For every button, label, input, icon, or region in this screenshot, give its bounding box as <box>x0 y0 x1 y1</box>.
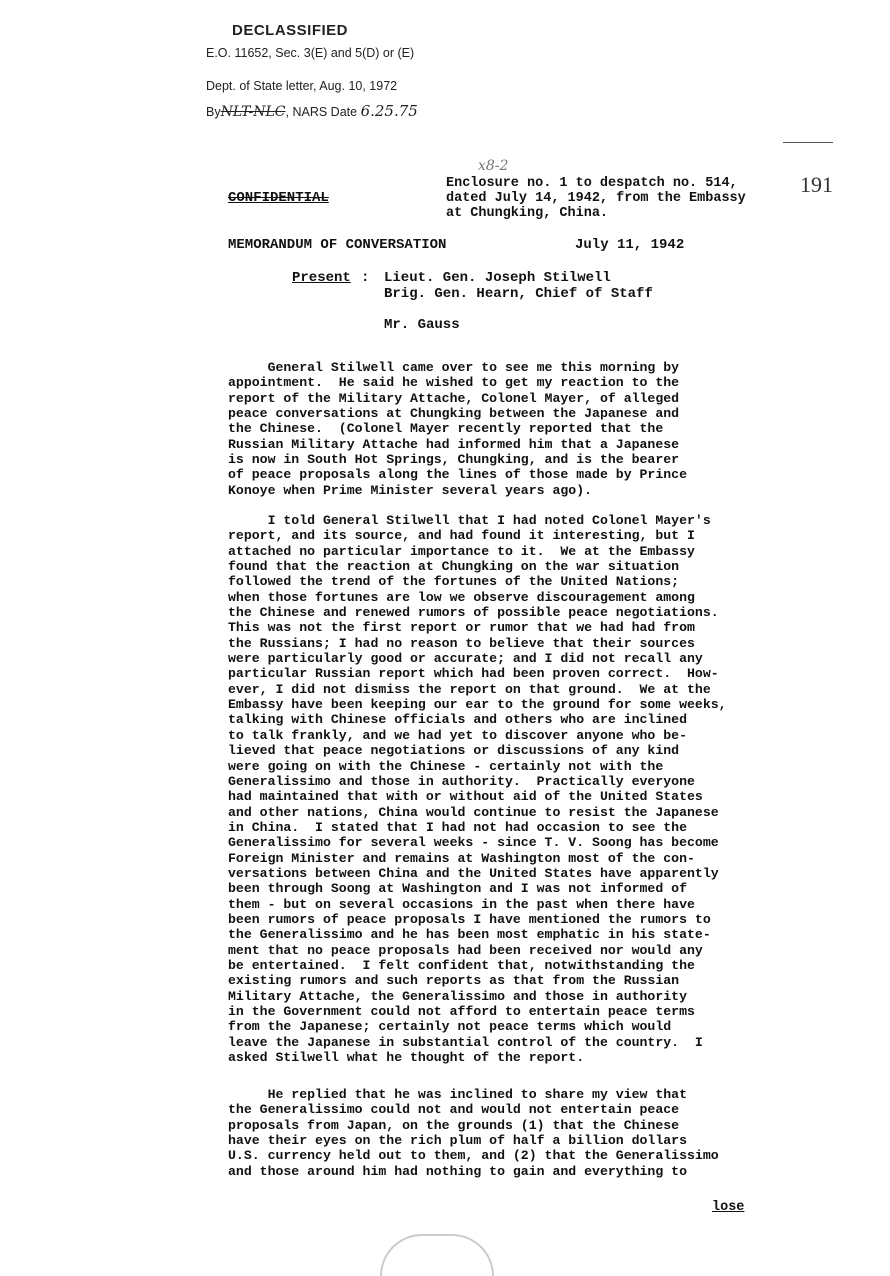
text-line: He replied that he was inclined to share my view that <box>228 1087 687 1102</box>
margin-rule <box>783 142 833 143</box>
text-line: of peace proposals along the lines of those made by Prince <box>228 467 687 483</box>
text-line: peace conversations at Chungking between the Japanese and <box>228 406 680 422</box>
paragraph-2 <box>228 513 803 1065</box>
stamp-authority: E.O. 11652, Sec. 3(E) and 5(D) or (E) <box>206 46 415 60</box>
enclosure-line: Enclosure no. 1 to despatch no. 514, <box>446 176 738 191</box>
text-line: have their eyes on the rich plum of half a billion dollars <box>228 1133 687 1149</box>
seal-fragment <box>380 1234 494 1276</box>
stamp-title: DECLASSIFIED <box>232 22 349 39</box>
attendee: Mr. Gauss <box>384 317 460 333</box>
text-line: been through Soong at Washington and I was not informed of <box>228 881 687 897</box>
stamp-signature-line <box>206 102 418 120</box>
text-line: be entertained. I felt confident that, notwithstanding the <box>228 957 695 973</box>
stamp-by-initials: NLT-NLC <box>220 104 286 120</box>
text-line: ever, I did not dismiss the report on that ground. We at the <box>228 681 711 697</box>
classification-marking: CONFIDENTIAL <box>228 190 329 206</box>
text-line: This was not the first report or rumor that we had had from <box>228 620 695 636</box>
stamp-nars-date: 6.25.75 <box>360 102 418 120</box>
text-line: ment that no peace proposals had been received nor would any <box>228 942 703 958</box>
text-line: found that the reaction at Chungking on the war situation <box>228 559 680 575</box>
enclosure-line: dated July 14, 1942, from the Embassy <box>446 191 746 206</box>
text-line: lieved that peace negotiations or discussions of any kind <box>228 743 680 759</box>
text-line: existing rumors and such reports as that from the Russian <box>228 973 680 989</box>
text-line: report, and its source, and had found it interesting, but I <box>228 528 695 544</box>
page-number: 191 <box>800 172 833 197</box>
text-line: talking with Chinese officials and others who are inclined <box>228 712 687 728</box>
paragraph-3 <box>228 1087 803 1179</box>
text-line: them - but on several occasions in the past when there have <box>228 896 695 912</box>
text-line: versations between China and the United States have apparently <box>228 865 719 881</box>
text-line: in China. I stated that I had not had occasion to see the <box>228 819 687 835</box>
text-line: appointment. He said he wished to get my reaction to the <box>228 375 680 391</box>
text-line: to talk frankly, and we had yet to discover anyone who be- <box>228 727 687 743</box>
memo-title: MEMORANDUM OF CONVERSATION <box>228 237 447 253</box>
attendee-list <box>384 270 653 333</box>
stamp-by-label: By <box>206 105 221 119</box>
text-line: particular Russian report which had been proven correct. How- <box>228 666 719 682</box>
text-line: were particularly good or accurate; and I did not recall any <box>228 651 703 667</box>
text-line: and those around him had nothing to gain and everything to <box>228 1163 687 1179</box>
text-line: the Chinese and renewed rumors of possible peace negotiations. <box>228 605 719 621</box>
text-line: I told General Stilwell that I had noted Colonel Mayer's <box>228 513 711 528</box>
text-line: the Russians; I had no reason to believe that their sources <box>228 635 695 651</box>
text-line: attached no particular importance to it. We at the Embassy <box>228 543 695 559</box>
stamp-letter: Dept. of State letter, Aug. 10, 1972 <box>206 79 398 93</box>
text-line: the Generalissimo could not and would not entertain peace <box>228 1102 680 1118</box>
text-line: the Generalissimo and he has been most emphatic in his state- <box>228 927 711 943</box>
text-line: Generalissimo and those in authority. Practically everyone <box>228 773 695 789</box>
text-line: report of the Military Attache, Colonel Mayer, of alleged <box>228 390 680 406</box>
text-line: when those fortunes are low we observe discouragement among <box>228 589 695 605</box>
text-line: Russian Military Attache had informed him that a Japanese <box>228 436 680 452</box>
text-line: asked Stilwell what he thought of the report. <box>228 1050 585 1066</box>
attendee: Brig. Gen. Hearn, Chief of Staff <box>384 286 653 302</box>
paragraph-1 <box>228 360 803 498</box>
present-label: Present <box>292 270 351 286</box>
text-line: proposals from Japan, on the grounds (1) that the Chinese <box>228 1117 680 1133</box>
text-line: Embassy have been keeping our ear to the ground for some weeks, <box>228 697 727 713</box>
text-line: were going on with the Chinese - certainly not with the <box>228 758 664 774</box>
text-line: in the Government could not afford to entertain peace terms <box>228 1004 695 1019</box>
enclosure-note <box>446 176 796 221</box>
catchword: lose <box>712 1200 745 1215</box>
memo-date: July 11, 1942 <box>575 237 685 253</box>
text-line: had maintained that with or without aid of the United States <box>228 789 703 805</box>
text-line: Foreign Minister and remains at Washington most of the con- <box>228 850 695 866</box>
text-line: Generalissimo for several weeks - since T. V. Soong has become <box>228 835 719 851</box>
declassification-stamp <box>196 10 486 120</box>
text-line: U.S. currency held out to them, and (2) that the Generalissimo <box>228 1148 719 1164</box>
text-line: General Stilwell came over to see me this morning by <box>228 360 680 375</box>
text-line: Military Attache, the Generalissimo and those in authority <box>228 988 687 1004</box>
text-line: and other nations, China would continue to resist the Japanese <box>228 804 719 820</box>
present-colon: : <box>361 270 370 286</box>
attendee: Lieut. Gen. Joseph Stilwell <box>384 270 611 286</box>
text-line: from the Japanese; certainly not peace terms which would <box>228 1019 672 1035</box>
text-line: been rumors of peace proposals I have mentioned the rumors to <box>228 911 711 927</box>
text-line: is now in South Hot Springs, Chungking, and is the bearer <box>228 452 680 468</box>
text-line: followed the trend of the fortunes of the United Nations; <box>228 574 680 590</box>
text-line: Konoye when Prime Minister several years ago). <box>228 482 593 498</box>
text-line: leave the Japanese in substantial control of the country. I <box>228 1034 703 1050</box>
text-line: the Chinese. (Colonel Mayer recently reported that the <box>228 421 664 437</box>
enclosure-line: at Chungking, China. <box>446 206 609 221</box>
stamp-nars-label: , NARS Date <box>285 105 358 119</box>
handwritten-scribble: x8-2 <box>478 158 509 174</box>
